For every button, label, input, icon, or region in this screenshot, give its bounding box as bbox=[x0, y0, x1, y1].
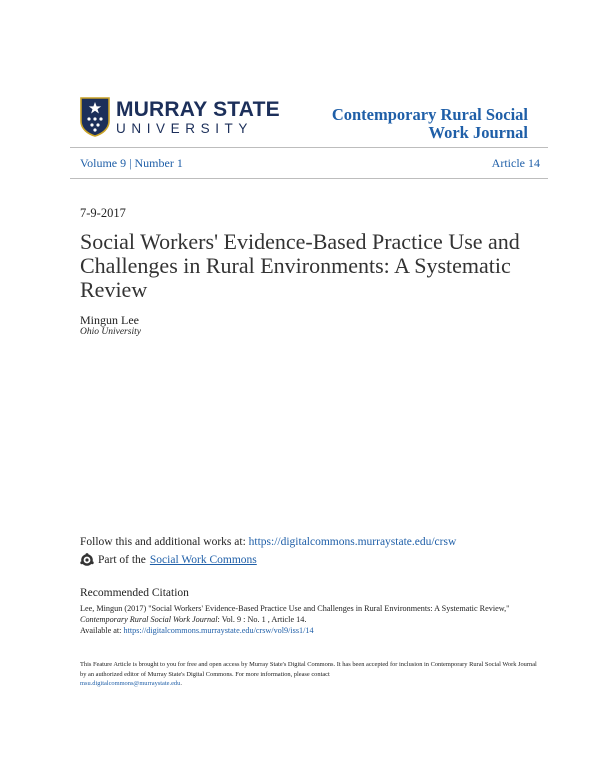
available-prefix: Available at: bbox=[80, 626, 124, 636]
notice-text: This Feature Article is brought to you for free and open access by Murray State's Digital Commons. It has been accepted for inclusion in Contemporary Rural Social Work Journal by an authorized editor of Murray State's Digital Commons. For more information, please contact bbox=[80, 661, 537, 678]
citation-journal: Contemporary Rural Social Work Journal bbox=[80, 615, 218, 625]
citation-line2 bbox=[80, 614, 540, 625]
recommended-citation-heading: Recommended Citation bbox=[80, 587, 189, 599]
logo-sub-text: UNIVERSITY bbox=[116, 120, 254, 136]
part-of-line bbox=[80, 553, 257, 567]
murray-state-logo bbox=[80, 97, 280, 137]
citation-volume: : Vol. 9 : No. 1 , Article 14. bbox=[217, 615, 307, 625]
logo-wordmark bbox=[116, 99, 280, 136]
shield-star-icon bbox=[80, 97, 110, 137]
citation-text bbox=[80, 603, 540, 637]
social-work-commons-link[interactable]: Social Work Commons bbox=[149, 554, 257, 566]
citation-url-link[interactable]: https://digitalcommons.murraystate.edu/crsw/vol9/iss1/14 bbox=[123, 626, 314, 636]
commons-network-icon bbox=[80, 553, 94, 567]
part-of-prefix: Part of the bbox=[98, 554, 146, 566]
follow-url-link[interactable]: https://digitalcommons.murraystate.edu/crsw bbox=[248, 536, 457, 548]
header-top-divider bbox=[70, 147, 548, 148]
citation-line3 bbox=[80, 625, 540, 636]
logo-main-text: MURRAY STATE bbox=[116, 97, 280, 121]
volume-issue-link[interactable]: Volume 9 | Number 1 bbox=[80, 156, 183, 170]
header-bottom-divider bbox=[70, 178, 548, 179]
follow-prefix: Follow this and additional works at: bbox=[80, 536, 249, 548]
journal-title-link[interactable] bbox=[308, 106, 528, 142]
article-number-link[interactable]: Article 14 bbox=[491, 156, 540, 170]
journal-title-line2: Work Journal bbox=[428, 123, 528, 142]
journal-title-line1: Contemporary Rural Social bbox=[331, 105, 528, 124]
publication-date: 7-9-2017 bbox=[80, 206, 126, 220]
notice-end: . bbox=[180, 680, 182, 688]
author-name: Mingun Lee bbox=[80, 313, 139, 327]
author-affiliation: Ohio University bbox=[80, 327, 141, 337]
contact-email-link[interactable]: msu.digitalcommons@murraystate.edu bbox=[80, 680, 181, 688]
open-access-notice bbox=[80, 660, 540, 689]
paper-title: Social Workers' Evidence-Based Practice Use and Challenges in Rural Environments: A Systematic Review bbox=[80, 229, 520, 302]
follow-line bbox=[80, 536, 456, 548]
citation-line1: Lee, Mingun (2017) "Social Workers' Evidence-Based Practice Use and Challenges in Rural Environments: A Systematic Review," bbox=[80, 604, 510, 613]
